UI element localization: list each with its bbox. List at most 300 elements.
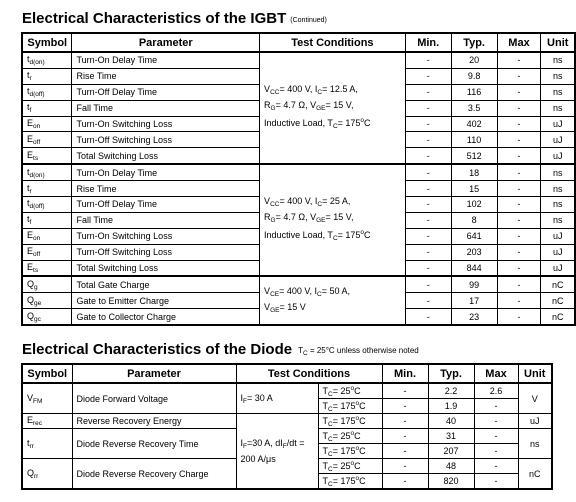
cond-part: C xyxy=(328,465,333,473)
cond-part: C xyxy=(317,201,323,209)
typ-cell: 402 xyxy=(451,116,497,132)
symbol-text: t xyxy=(27,70,30,81)
unit-cell: ns xyxy=(541,181,575,197)
parameter-cell: Reverse Recovery Energy xyxy=(72,414,236,429)
min-cell: - xyxy=(405,260,451,276)
symbol-subscript: f xyxy=(29,107,32,115)
max-cell: - xyxy=(497,260,541,276)
symbol-subscript: off xyxy=(33,138,41,146)
symbol-subscript: rr xyxy=(29,442,34,450)
temperature-cell xyxy=(318,414,382,429)
symbol-subscript: FM xyxy=(33,397,43,405)
unit-cell: ns xyxy=(518,429,552,459)
header-test-conditions: Test Conditions xyxy=(236,364,382,383)
min-cell: - xyxy=(382,444,428,459)
cond-part: C xyxy=(359,400,366,411)
max-cell: - xyxy=(474,474,518,490)
symbol-subscript: off xyxy=(33,251,41,259)
typ-cell: 20 xyxy=(451,52,497,68)
typ-cell: 23 xyxy=(451,309,497,325)
max-cell: - xyxy=(497,228,541,244)
parameter-cell: Rise Time xyxy=(72,68,260,84)
cond-part: GE xyxy=(270,306,280,314)
temperature-cell xyxy=(318,429,382,444)
max-cell: - xyxy=(474,459,518,474)
symbol-text: t xyxy=(27,437,30,448)
symbol-subscript: d(on) xyxy=(29,59,45,67)
temperature-cell xyxy=(318,474,382,490)
typ-cell: 8 xyxy=(451,212,497,228)
cond-part: C xyxy=(359,445,366,456)
cond-part: = 4.7 Ω, V xyxy=(275,212,317,223)
typ-cell: 820 xyxy=(428,474,474,490)
parameter-cell: Gate to Collector Charge xyxy=(72,309,260,325)
cond-part: = 175 xyxy=(332,445,356,456)
cond-part: V xyxy=(264,301,271,312)
cond-part: Inductive Load, T xyxy=(264,230,333,241)
symbol-subscript: r xyxy=(29,187,32,195)
cond-part: = 4.7 Ω, V xyxy=(275,100,317,111)
max-cell: - xyxy=(497,212,541,228)
cond-part: CC xyxy=(270,89,280,97)
temperature-cell xyxy=(318,444,382,459)
header-parameter: Parameter xyxy=(72,33,260,52)
table-row xyxy=(22,52,575,68)
symbol-cell xyxy=(22,181,72,197)
igbt-section-title xyxy=(22,10,327,27)
cond-part: C xyxy=(317,290,322,298)
cond-part: T xyxy=(322,400,328,411)
min-cell: - xyxy=(405,309,451,325)
typ-cell: 15 xyxy=(451,181,497,197)
min-cell: - xyxy=(405,148,451,164)
cond-part: V xyxy=(264,285,271,296)
parameter-cell: Turn-On Delay Time xyxy=(72,164,260,180)
cond-part: o xyxy=(355,444,360,452)
cond-part: T xyxy=(322,460,328,471)
cond-part: C xyxy=(364,118,371,129)
symbol-text: E xyxy=(27,230,34,241)
symbol-cell xyxy=(22,132,72,148)
symbol-cell xyxy=(22,414,72,429)
cond-part: = 175 xyxy=(332,475,356,486)
unit-cell: uJ xyxy=(541,228,575,244)
parameter-cell: Turn-On Switching Loss xyxy=(72,228,260,244)
min-cell: - xyxy=(382,429,428,444)
cond-part: C xyxy=(359,415,366,426)
max-cell: - xyxy=(497,309,541,325)
cond-part: C xyxy=(328,450,333,458)
max-cell: - xyxy=(497,84,541,100)
parameter-cell: Gate to Emitter Charge xyxy=(72,293,260,309)
cond-part: o xyxy=(350,384,355,392)
typ-cell: 18 xyxy=(451,164,497,180)
diode-header-row xyxy=(22,364,552,383)
symbol-text: E xyxy=(27,133,34,144)
cond-part: /dt = xyxy=(286,438,305,448)
cond-part: C xyxy=(354,460,361,471)
symbol-text: t xyxy=(27,54,30,65)
symbol-subscript: d(on) xyxy=(29,171,45,179)
min-cell: - xyxy=(405,181,451,197)
cond-part: GE xyxy=(316,105,326,113)
typ-cell: 203 xyxy=(451,244,497,260)
max-cell: - xyxy=(497,197,541,213)
symbol-subscript: rec xyxy=(33,420,43,427)
cond-part: = 175 xyxy=(337,118,361,129)
cond-part: F xyxy=(243,397,247,405)
cond-part: F xyxy=(282,443,287,450)
cond-part: F xyxy=(243,443,247,450)
symbol-cell xyxy=(22,52,72,68)
symbol-subscript: on xyxy=(33,235,41,243)
unit-cell: nC xyxy=(541,293,575,309)
parameter-cell: Total Switching Loss xyxy=(72,260,260,276)
typ-cell: 17 xyxy=(451,293,497,309)
cond-part: o xyxy=(360,229,365,237)
max-cell: - xyxy=(497,293,541,309)
unit-cell: nC xyxy=(518,459,552,490)
table-row xyxy=(22,383,552,399)
min-cell: - xyxy=(405,244,451,260)
parameter-cell: Turn-Off Switching Loss xyxy=(72,244,260,260)
min-cell: - xyxy=(405,68,451,84)
cond-part: C xyxy=(328,405,333,413)
cond-part: C xyxy=(354,430,361,441)
cond-part: C xyxy=(317,89,323,97)
cond-part: = 12.5 A, xyxy=(322,84,358,95)
symbol-cell xyxy=(22,84,72,100)
temperature-cell xyxy=(318,383,382,399)
cond-part: C xyxy=(364,230,371,241)
min-cell: - xyxy=(405,228,451,244)
symbol-text: V xyxy=(27,392,34,403)
max-cell: - xyxy=(474,429,518,444)
symbol-cell xyxy=(22,244,72,260)
symbol-text: E xyxy=(27,415,34,425)
max-cell: - xyxy=(497,276,541,292)
symbol-subscript: g xyxy=(34,283,38,291)
cond-part: R xyxy=(264,100,271,111)
min-cell: - xyxy=(405,197,451,213)
symbol-text: t xyxy=(27,166,30,177)
min-cell: - xyxy=(382,474,428,490)
symbol-subscript: r xyxy=(29,75,32,83)
typ-cell: 99 xyxy=(451,276,497,292)
cond-part: = 25 A, xyxy=(322,196,351,207)
temperature-cell xyxy=(318,459,382,474)
diode-section-title xyxy=(22,341,419,358)
cond-part: o xyxy=(355,399,360,407)
typ-cell: 1.9 xyxy=(428,399,474,414)
cond-part: = 50 A, xyxy=(321,285,351,296)
header-test-conditions: Test Conditions xyxy=(260,33,406,52)
cond-part: = 15 V, xyxy=(325,100,354,111)
cond-part: o xyxy=(360,117,365,125)
min-cell: - xyxy=(405,116,451,132)
typ-cell: 207 xyxy=(428,444,474,459)
cond-part: = 400 V, I xyxy=(279,84,318,95)
max-cell: - xyxy=(497,164,541,180)
parameter-cell: Diode Forward Voltage xyxy=(72,383,236,414)
max-cell: - xyxy=(474,444,518,459)
symbol-subscript: ts xyxy=(33,154,39,162)
symbol-cell xyxy=(22,116,72,132)
cond-part: =30 A, dI xyxy=(247,438,283,448)
cond-part: V xyxy=(264,196,271,207)
diode-title-text: Electrical Characteristics of the Diode xyxy=(22,341,293,358)
unit-cell: nC xyxy=(541,309,575,325)
cond-part: GE xyxy=(316,217,326,225)
symbol-text: Q xyxy=(27,294,35,305)
typ-cell: 48 xyxy=(428,459,474,474)
symbol-text: E xyxy=(27,149,34,160)
typ-cell: 9.8 xyxy=(451,68,497,84)
cond-part: = 25 xyxy=(332,430,351,441)
cond-part: C xyxy=(328,420,333,428)
unit-cell: nC xyxy=(541,276,575,292)
symbol-subscript: f xyxy=(29,219,32,227)
cond-part: = 25 xyxy=(332,460,351,471)
cond-part: 200 A/μs xyxy=(240,454,276,464)
symbol-text: t xyxy=(27,182,30,193)
unit-cell: ns xyxy=(541,212,575,228)
header-typ: Typ. xyxy=(428,364,474,383)
unit-cell: ns xyxy=(541,100,575,116)
symbol-cell xyxy=(22,212,72,228)
min-cell: - xyxy=(405,52,451,68)
test-conditions-cell xyxy=(260,52,406,164)
igbt-title-text: Electrical Characteristics of the IGBT xyxy=(22,10,287,27)
diode-note-t: T xyxy=(298,346,303,355)
symbol-subscript: rr xyxy=(34,472,39,480)
cond-part: I xyxy=(240,392,244,403)
symbol-text: Q xyxy=(27,467,35,478)
cond-part: = 15 V, xyxy=(325,212,354,223)
cond-part: = 175 xyxy=(332,415,356,426)
cond-part: C xyxy=(328,435,333,443)
symbol-text: E xyxy=(27,118,34,128)
min-cell: - xyxy=(382,414,428,429)
unit-cell: V xyxy=(518,383,552,414)
max-cell: - xyxy=(474,399,518,414)
min-cell: - xyxy=(405,212,451,228)
cond-part: I xyxy=(240,438,244,448)
typ-cell: 110 xyxy=(451,132,497,148)
max-cell: - xyxy=(497,148,541,164)
parameter-cell: Turn-Off Delay Time xyxy=(72,197,260,213)
header-parameter: Parameter xyxy=(72,364,236,383)
unit-cell: ns xyxy=(541,197,575,213)
symbol-cell xyxy=(22,293,72,309)
cond-part: o xyxy=(355,474,360,482)
cond-part: T xyxy=(322,445,328,456)
min-cell: - xyxy=(405,293,451,309)
symbol-cell xyxy=(22,164,72,180)
cond-part: C xyxy=(332,235,338,243)
parameter-cell: Total Switching Loss xyxy=(72,148,260,164)
cond-part: Inductive Load, T xyxy=(264,118,333,129)
cond-part: T xyxy=(322,475,328,486)
header-min: Min. xyxy=(405,33,451,52)
symbol-cell xyxy=(22,309,72,325)
igbt-header-row xyxy=(22,33,575,52)
symbol-text: t xyxy=(27,214,30,225)
table-row xyxy=(22,164,575,180)
unit-cell: uJ xyxy=(541,116,575,132)
cond-part: R xyxy=(264,212,271,223)
header-max: Max xyxy=(497,33,541,52)
unit-cell: uJ xyxy=(541,132,575,148)
min-cell: - xyxy=(382,383,428,399)
cond-part: o xyxy=(350,459,355,467)
symbol-subscript: ts xyxy=(33,267,39,275)
typ-cell: 31 xyxy=(428,429,474,444)
symbol-cell xyxy=(22,260,72,276)
unit-cell: uJ xyxy=(541,148,575,164)
test-conditions-cell xyxy=(260,276,406,325)
cond-part: C xyxy=(359,475,366,486)
typ-cell: 40 xyxy=(428,414,474,429)
cond-part: o xyxy=(350,429,355,437)
symbol-text: E xyxy=(27,262,34,273)
min-cell: - xyxy=(405,84,451,100)
cond-part: = 400 V, I xyxy=(279,285,318,296)
cond-part: CC xyxy=(270,201,280,209)
min-cell: - xyxy=(405,132,451,148)
typ-cell: 102 xyxy=(451,197,497,213)
unit-cell: ns xyxy=(541,164,575,180)
diode-title-note xyxy=(298,346,419,355)
cond-part: = 25 xyxy=(332,385,351,396)
unit-cell: ns xyxy=(541,84,575,100)
unit-cell: uJ xyxy=(541,244,575,260)
symbol-subscript: d(off) xyxy=(29,91,45,99)
symbol-text: E xyxy=(27,246,34,257)
typ-cell: 3.5 xyxy=(451,100,497,116)
unit-cell: uJ xyxy=(518,414,552,429)
parameter-cell: Rise Time xyxy=(72,181,260,197)
symbol-text: t xyxy=(27,198,30,209)
parameter-cell: Turn-Off Delay Time xyxy=(72,84,260,100)
symbol-cell xyxy=(22,383,72,414)
symbol-subscript: gc xyxy=(34,315,41,323)
cond-part: T xyxy=(322,430,328,441)
min-cell: - xyxy=(382,399,428,414)
typ-cell: 844 xyxy=(451,260,497,276)
table-row xyxy=(22,276,575,292)
igbt-title-note: (Continued) xyxy=(290,17,327,24)
table-row xyxy=(22,414,552,429)
symbol-text: t xyxy=(27,86,30,97)
cond-part: C xyxy=(332,123,338,131)
symbol-cell xyxy=(22,429,72,459)
test-conditions-cell xyxy=(260,164,406,276)
unit-cell: uJ xyxy=(541,260,575,276)
cond-part: T xyxy=(322,385,328,396)
test-conditions-cell xyxy=(236,414,318,490)
symbol-subscript: on xyxy=(33,123,41,130)
parameter-cell: Fall Time xyxy=(72,212,260,228)
parameter-cell: Turn-Off Switching Loss xyxy=(72,132,260,148)
max-cell: - xyxy=(497,132,541,148)
min-cell: - xyxy=(382,459,428,474)
cond-part: C xyxy=(328,480,333,488)
unit-cell: ns xyxy=(541,68,575,84)
symbol-cell xyxy=(22,228,72,244)
symbol-text: Q xyxy=(27,278,35,289)
parameter-cell: Fall Time xyxy=(72,100,260,116)
max-cell: - xyxy=(497,52,541,68)
symbol-text: Q xyxy=(27,310,35,321)
parameter-cell: Diode Reverse Recovery Time xyxy=(72,429,236,459)
cond-part: = 400 V, I xyxy=(279,196,318,207)
igbt-characteristics-table xyxy=(21,32,576,326)
max-cell: - xyxy=(497,181,541,197)
max-cell: - xyxy=(474,414,518,429)
parameter-cell: Total Gate Charge xyxy=(72,276,260,292)
min-cell: - xyxy=(405,100,451,116)
header-max: Max xyxy=(474,364,518,383)
cond-part: C xyxy=(328,390,333,398)
min-cell: - xyxy=(405,276,451,292)
parameter-cell: Turn-On Switching Loss xyxy=(72,116,260,132)
cond-part: = 175 xyxy=(337,230,361,241)
cond-part: CE xyxy=(270,290,280,298)
max-cell: - xyxy=(497,100,541,116)
max-cell: - xyxy=(497,116,541,132)
max-cell: 2.6 xyxy=(474,383,518,399)
max-cell: - xyxy=(497,68,541,84)
diode-note-sub: C xyxy=(303,350,308,357)
cond-part: = 30 A xyxy=(247,392,273,403)
typ-cell: 116 xyxy=(451,84,497,100)
symbol-cell xyxy=(22,68,72,84)
cond-part: = 15 V xyxy=(279,301,306,312)
cond-part: V xyxy=(264,84,271,95)
test-conditions-cell xyxy=(236,383,318,414)
header-unit: Unit xyxy=(518,364,552,383)
typ-cell: 2.2 xyxy=(428,383,474,399)
cond-part: = 175 xyxy=(332,400,356,411)
header-unit: Unit xyxy=(541,33,575,52)
symbol-cell xyxy=(22,459,72,490)
cond-part: C xyxy=(354,385,361,396)
symbol-cell xyxy=(22,197,72,213)
typ-cell: 512 xyxy=(451,148,497,164)
symbol-cell xyxy=(22,276,72,292)
max-cell: - xyxy=(497,244,541,260)
cond-part: G xyxy=(270,217,276,225)
min-cell: - xyxy=(405,164,451,180)
diode-note-rest: = 25°C unless otherwise noted xyxy=(309,346,419,355)
symbol-subscript: d(off) xyxy=(29,203,45,211)
temperature-cell xyxy=(318,399,382,414)
header-typ: Typ. xyxy=(451,33,497,52)
cond-part: T xyxy=(322,415,328,426)
header-symbol: Symbol xyxy=(22,33,72,52)
cond-part: o xyxy=(355,414,360,422)
diode-characteristics-table xyxy=(21,363,553,490)
symbol-cell xyxy=(22,100,72,116)
symbol-cell xyxy=(22,148,72,164)
symbol-subscript: ge xyxy=(34,299,42,307)
header-symbol: Symbol xyxy=(22,364,72,383)
header-min: Min. xyxy=(382,364,428,383)
parameter-cell: Diode Reverse Recovery Charge xyxy=(72,459,236,490)
symbol-text: t xyxy=(27,102,30,113)
cond-part: G xyxy=(270,105,276,113)
